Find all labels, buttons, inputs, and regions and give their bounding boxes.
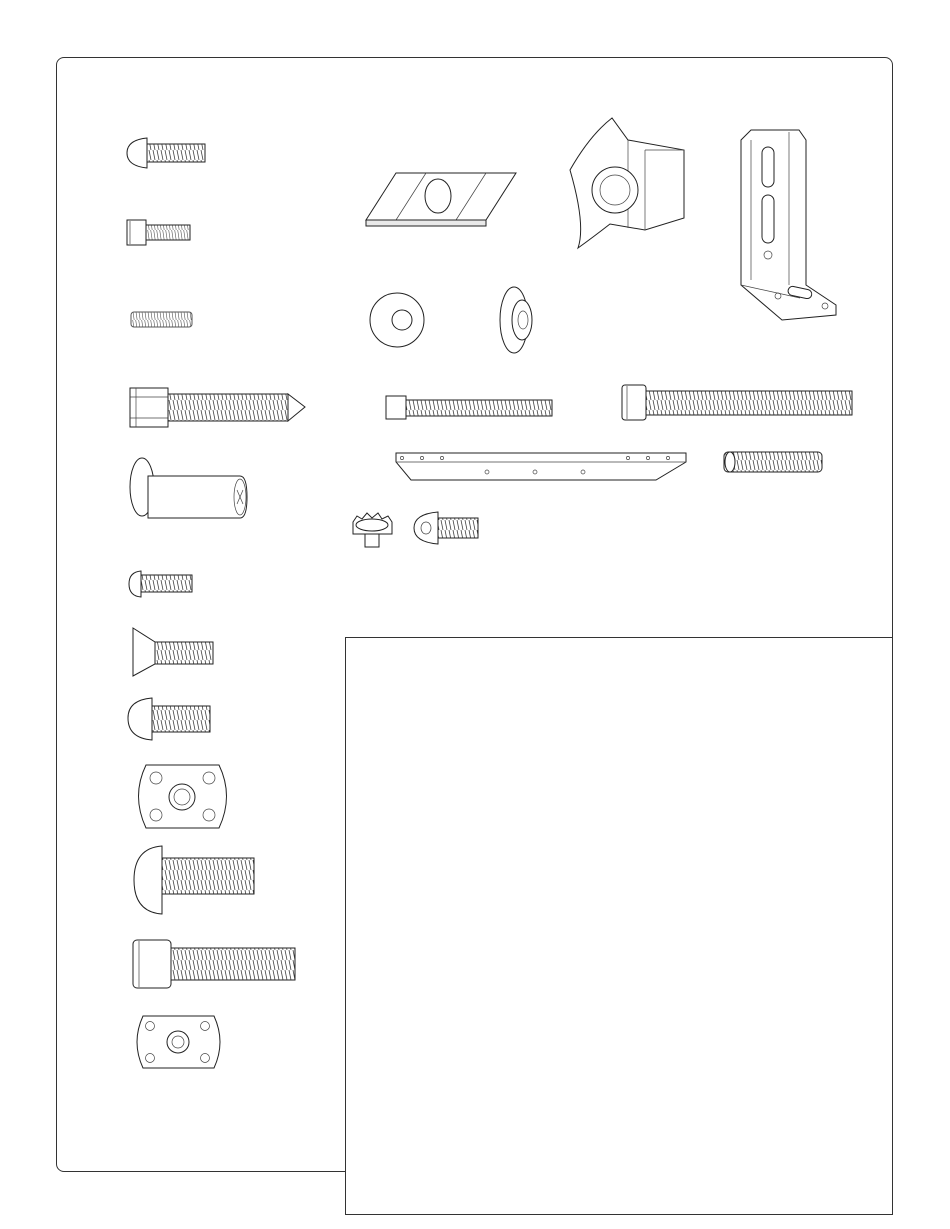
- long-socket-cap-screw: [133, 940, 295, 988]
- socket-cap-screw: [127, 220, 190, 245]
- clamp-block: [570, 118, 684, 248]
- rhombic-slide-nut: [366, 173, 516, 226]
- large-button-head-screw: [134, 846, 254, 914]
- knurled-thumb-nut: [353, 513, 392, 547]
- slotted-angle-bracket: [741, 130, 836, 320]
- threaded-insert: [724, 452, 822, 472]
- round-tee-nut: [139, 765, 227, 828]
- knurled-button-screw: [414, 512, 478, 544]
- flat-head-screw: [133, 628, 213, 676]
- button-head-screw: [128, 698, 210, 740]
- flanged-sleeve-bolt: [130, 458, 247, 518]
- hex-bolt-pointed: [130, 388, 305, 427]
- shoulder-washer: [500, 287, 532, 353]
- flat-washer: [370, 293, 424, 347]
- set-screw: [131, 312, 192, 327]
- round-head-screw: [127, 138, 205, 168]
- blank-panel: [345, 637, 893, 1215]
- drilled-rail: [396, 453, 686, 480]
- threaded-rod-long: [622, 385, 852, 420]
- square-tee-nut: [137, 1016, 220, 1068]
- small-button-head-screw: [129, 571, 192, 597]
- threaded-rod-short: [386, 396, 552, 419]
